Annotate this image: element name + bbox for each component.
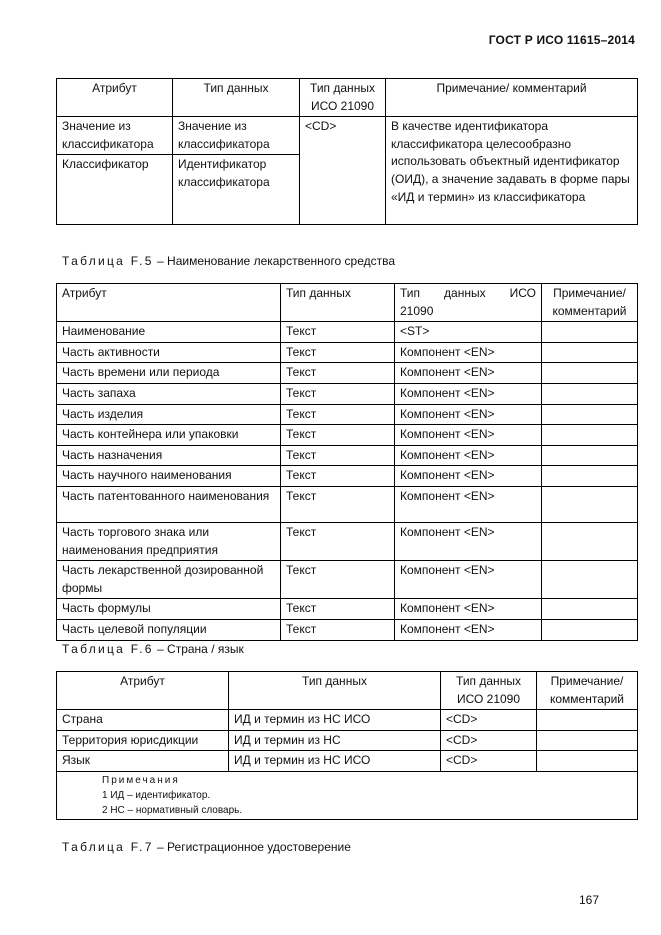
cell-attribute: Часть патентованного наименования	[57, 486, 281, 522]
cell-attribute: Страна	[57, 710, 229, 731]
header-iso-type: Тип данных ИСО 21090	[441, 672, 537, 710]
table-row	[57, 561, 638, 599]
table-row	[57, 710, 638, 731]
cell-iso-type: Компонент <EN>	[395, 383, 542, 404]
note-item: 2 НС – нормативный словарь.	[102, 804, 243, 816]
header-data-type: Тип данных	[173, 79, 300, 117]
cell-attribute: Часть научного наименования	[57, 466, 281, 487]
document-header: ГОСТ Р ИСО 11615–2014	[488, 33, 635, 47]
page-number: 167	[578, 893, 599, 907]
table-row	[57, 730, 638, 751]
table-row	[57, 599, 638, 620]
cell-comment	[542, 363, 638, 384]
caption-text: – Наименование лекарственного средства	[153, 254, 396, 268]
cell-data-type: ИД и термин из НС	[229, 730, 441, 751]
cell-comment	[542, 322, 638, 343]
cell-data-type: ИД и термин из НС ИСО	[229, 710, 441, 731]
header-iso-type: Тип данных ИСО 21090	[300, 79, 386, 117]
table-row	[57, 751, 638, 772]
cell-comment	[537, 751, 638, 772]
cell-attribute: Часть целевой популяции	[57, 619, 281, 640]
table-f6-caption	[62, 642, 244, 656]
cell-attribute: Язык	[57, 751, 229, 772]
caption-label: Таблица F.7	[62, 840, 154, 854]
cell-comment	[542, 445, 638, 466]
table-row	[57, 363, 638, 384]
table-row	[57, 486, 638, 522]
cell-iso-type: Компонент <EN>	[395, 619, 542, 640]
header-comment: Примечание/ комментарий	[542, 284, 638, 322]
table-f5-body	[57, 322, 638, 640]
cell-iso-type: Компонент <EN>	[395, 522, 542, 560]
cell-attribute: Часть торгового знака или наименования предприятия	[57, 522, 281, 560]
cell-comment	[542, 561, 638, 599]
cell-iso-type: <CD>	[441, 710, 537, 731]
notes-title: Примечания	[102, 774, 180, 786]
cell-data-type: Текст	[281, 404, 395, 425]
table-row	[57, 383, 638, 404]
cell-iso-type: <ST>	[395, 322, 542, 343]
table-row	[57, 445, 638, 466]
cell-data-type: Текст	[281, 363, 395, 384]
table-f6-body	[57, 710, 638, 772]
cell-iso-type: <CD>	[441, 751, 537, 772]
table-header-row	[57, 79, 638, 117]
cell-iso-type: <CD>	[441, 730, 537, 751]
cell-iso-type: Компонент <EN>	[395, 363, 542, 384]
cell-comment	[542, 599, 638, 620]
cell-attribute: Значение из классификатора	[57, 117, 173, 155]
cell-data-type: Текст	[281, 322, 395, 343]
table-f7-caption	[62, 840, 351, 854]
cell-attribute: Классификатор	[57, 155, 173, 225]
cell-data-type: Текст	[281, 486, 395, 522]
caption-text: – Страна / язык	[153, 642, 244, 656]
table-row	[57, 117, 638, 155]
cell-iso-type: Компонент <EN>	[395, 599, 542, 620]
cell-attribute: Часть активности	[57, 342, 281, 363]
cell-iso-type: Компонент <EN>	[395, 466, 542, 487]
cell-data-type: Текст	[281, 619, 395, 640]
cell-data-type: Текст	[281, 466, 395, 487]
cell-comment	[542, 425, 638, 446]
caption-label: Таблица F.6	[62, 642, 154, 656]
notes-row	[57, 771, 638, 819]
cell-comment	[542, 383, 638, 404]
table-f5-caption	[62, 254, 395, 268]
table-f6	[56, 671, 638, 820]
table-f4	[56, 78, 638, 225]
cell-attribute: Часть изделия	[57, 404, 281, 425]
cell-data-type: Текст	[281, 425, 395, 446]
table-row	[57, 342, 638, 363]
cell-data-type: Текст	[281, 342, 395, 363]
cell-data-type: Текст	[281, 561, 395, 599]
cell-comment	[537, 730, 638, 751]
cell-iso-type: Компонент <EN>	[395, 404, 542, 425]
cell-data-type: ИД и термин из НС ИСО	[229, 751, 441, 772]
table-row	[57, 322, 638, 343]
cell-comment: В качестве идентификатора классификатора целесообразно использовать объектный идентификатор (ОИД), а значение задавать в форме пары «ИД и термин» из классификатора	[386, 117, 638, 225]
notes-cell	[57, 771, 638, 819]
header-attribute: Атрибут	[57, 284, 281, 322]
cell-attribute: Часть времени или периода	[57, 363, 281, 384]
cell-comment	[542, 486, 638, 522]
cell-attribute: Часть назначения	[57, 445, 281, 466]
header-data-type: Тип данных	[281, 284, 395, 322]
cell-comment	[542, 342, 638, 363]
cell-comment	[542, 522, 638, 560]
cell-comment	[537, 710, 638, 731]
cell-comment	[542, 466, 638, 487]
table-row	[57, 466, 638, 487]
cell-iso-type: Компонент <EN>	[395, 486, 542, 522]
cell-attribute: Часть формулы	[57, 599, 281, 620]
cell-iso-type: Компонент <EN>	[395, 445, 542, 466]
cell-iso-type: Компонент <EN>	[395, 425, 542, 446]
header-comment: Примечание/ комментарий	[537, 672, 638, 710]
cell-data-type: Значение из классификатора	[173, 117, 300, 155]
table-row	[57, 425, 638, 446]
table-row	[57, 404, 638, 425]
cell-attribute: Часть лекарственной дозированной формы	[57, 561, 281, 599]
header-comment: Примечание/ комментарий	[386, 79, 638, 117]
cell-attribute: Часть запаха	[57, 383, 281, 404]
cell-data-type: Текст	[281, 599, 395, 620]
cell-comment	[542, 619, 638, 640]
cell-iso-type: Компонент <EN>	[395, 342, 542, 363]
note-item: 1 ИД – идентификатор.	[102, 789, 211, 801]
table-header-row	[57, 284, 638, 322]
cell-attribute: Наименование	[57, 322, 281, 343]
header-attribute: Атрибут	[57, 672, 229, 710]
header-data-type: Тип данных	[229, 672, 441, 710]
table-f5	[56, 283, 638, 641]
cell-iso-type: Компонент <EN>	[395, 561, 542, 599]
caption-label: Таблица F.5	[62, 254, 154, 268]
table-header-row	[57, 672, 638, 710]
cell-attribute: Территория юрисдикции	[57, 730, 229, 751]
header-attribute: Атрибут	[57, 79, 173, 117]
cell-data-type: Текст	[281, 445, 395, 466]
caption-text: – Регистрационное удостоверение	[153, 840, 351, 854]
cell-attribute: Часть контейнера или упаковки	[57, 425, 281, 446]
header-iso-type: Тип данных ИСО 21090	[395, 284, 542, 322]
cell-comment	[542, 404, 638, 425]
cell-data-type: Текст	[281, 383, 395, 404]
table-row	[57, 522, 638, 560]
cell-iso-type: <CD>	[300, 117, 386, 225]
cell-data-type: Текст	[281, 522, 395, 560]
cell-data-type: Идентификатор классификатора	[173, 155, 300, 225]
table-row	[57, 619, 638, 640]
